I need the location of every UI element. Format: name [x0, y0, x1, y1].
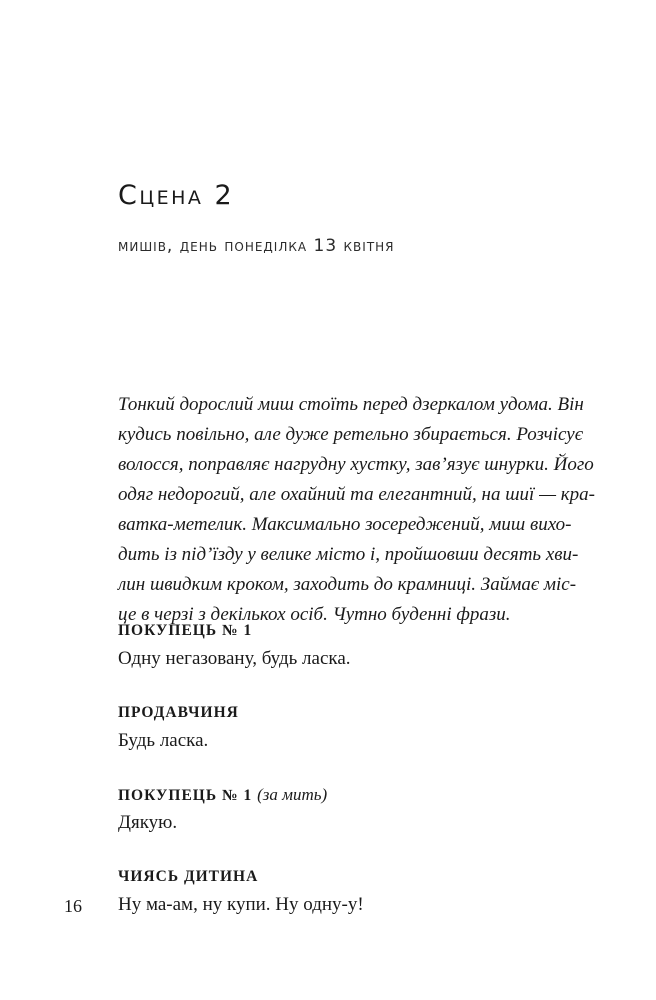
speaker-remark: (за мить) [257, 785, 328, 804]
stage-direction-line: Тонкий дорослий миш стоїть перед дзеркалом удома. Він [118, 394, 584, 415]
scene-title: Сцена 2 [118, 180, 235, 211]
stage-direction-line: кудись повільно, але дуже ретельно збирається. Розчісує [118, 424, 584, 445]
dialogue-block [118, 617, 558, 674]
speaker-name: ПОКУПЕЦЬ № 1 [118, 622, 253, 639]
stage-direction-line: ватка-метелик. Максимально зосереджений, миш вихо- [118, 514, 572, 535]
dialogue-line: Будь ласка. [118, 730, 209, 751]
speaker-name: ЧИЯСЬ ДИТИНА [118, 868, 259, 885]
speaker-name: ПОКУПЕЦЬ № 1 [118, 787, 253, 804]
speaker-name: ПРОДАВЧИНЯ [118, 704, 239, 721]
stage-direction [118, 390, 595, 630]
dialogue-line: Ну ма-ам, ну купи. Ну одну-у! [118, 894, 364, 915]
scene-setting: мишів, день понеділка 13 квітня [118, 236, 395, 256]
page-number: 16 [64, 896, 82, 916]
dialogue-line: Дякую. [118, 812, 178, 833]
dialogue-line: Одну негазовану, будь ласка. [118, 648, 351, 669]
stage-direction-line: одяг недорогий, але охайний та елегантний, на шиї — кра- [118, 484, 595, 505]
speaker-heading [118, 781, 558, 808]
stage-direction-line: дить із під’їзду у велике місто і, пройшовши десять хви- [118, 544, 579, 565]
stage-direction-line: це в черзі з декількох осіб. Чутно буденні фрази. [118, 604, 511, 625]
dialogue-block [118, 781, 558, 838]
dialogue-block [118, 699, 558, 756]
dialogue-block [118, 863, 558, 920]
dialogue [118, 617, 558, 945]
stage-direction-line: лин швидким кроком, заходить до крамниці. Займає міс- [118, 574, 577, 595]
stage-direction-line: волосся, поправляє нагрудну хустку, зав’язує шнурки. Його [118, 454, 594, 475]
